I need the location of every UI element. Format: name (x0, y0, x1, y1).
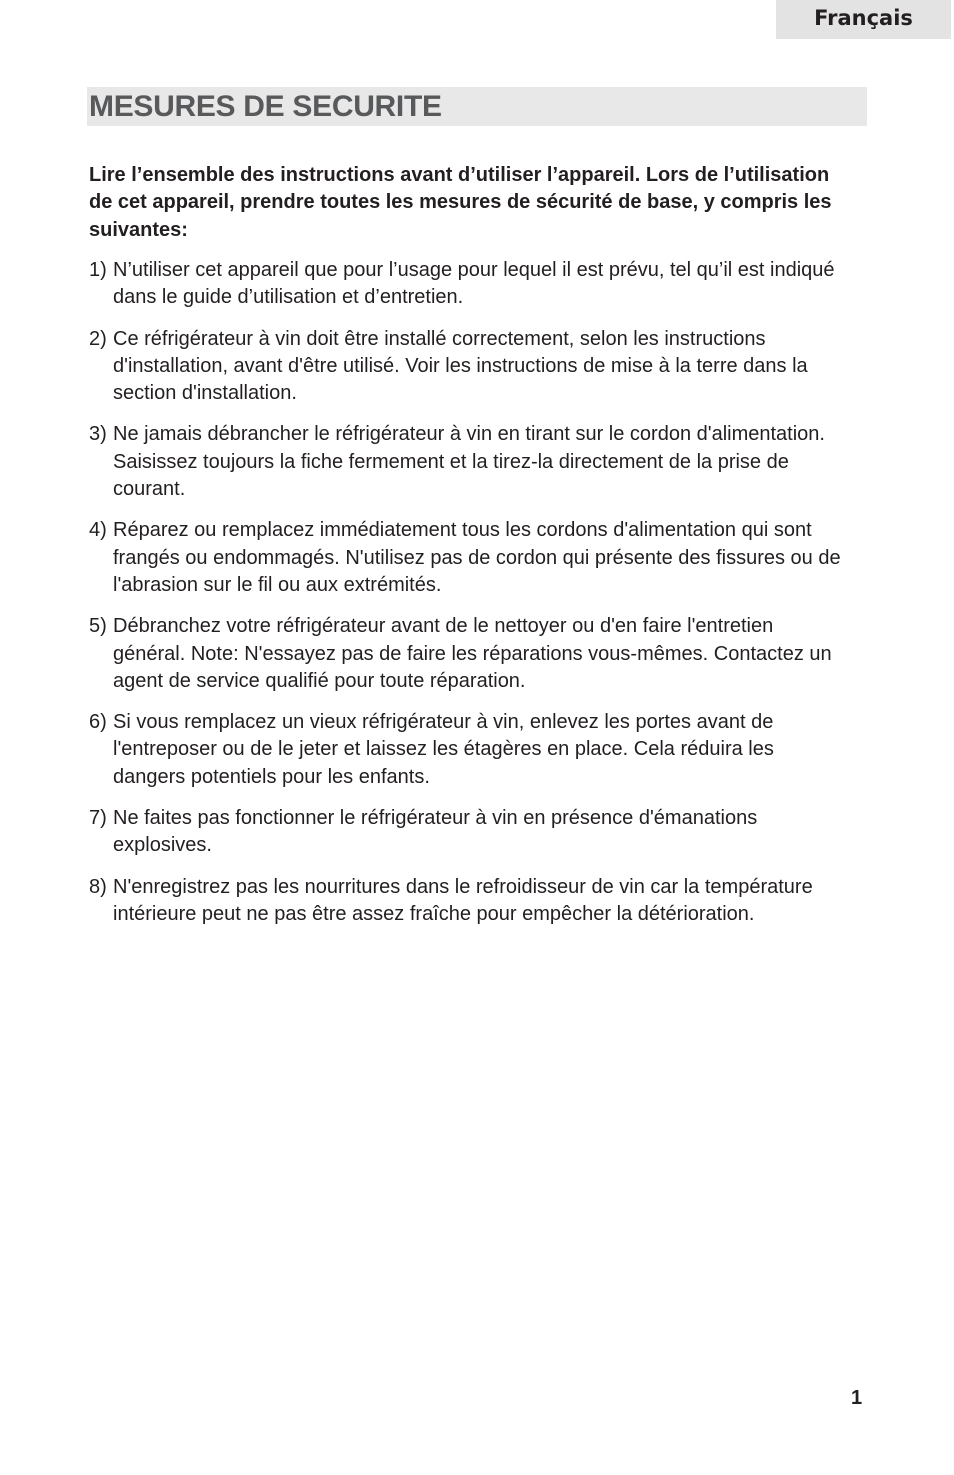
intro-paragraph: Lire l’ensemble des instructions avant d’utiliser l’appareil. Lors de l’utilisation de cet appareil, prendre toutes les mesures de sécurité de base, y compris les suivantes: (89, 164, 832, 241)
item-number: 2) (89, 327, 107, 350)
section-title-bar (87, 87, 867, 126)
item-text: Ce réfrigérateur à vin doit être installé correctement, selon les instructions d'installation, avant d'être utilisé. Voir les instructions de mise à la terre dans la section d'installation. (113, 327, 808, 405)
language-tab: Français (776, 0, 951, 39)
item-text: N’utiliser cet appareil que pour l’usage pour lequel il est prévu, tel qu’il est indiqué dans le guide d’utilisation et d’entretien. (113, 259, 835, 309)
item-text: Réparez ou remplacez immédiatement tous les cordons d'alimentation qui sont frangés ou endommagés. N'utilisez pas de cordon qui présente des fissures ou de l'abrasion sur le fil ou aux extrémités. (113, 519, 841, 596)
list-item (89, 709, 849, 791)
list-item (89, 326, 849, 408)
item-number: 7) (89, 807, 107, 830)
list-item (89, 613, 849, 695)
item-text: N'enregistrez pas les nourritures dans le refroidisseur de vin car la température intérieure peut ne pas être assez fraîche pour empêcher la détérioration. (113, 875, 813, 925)
item-text: Ne faites pas fonctionner le réfrigérateur à vin en présence d'émanations explosives. (113, 807, 758, 857)
list-item (89, 421, 849, 503)
item-text: Ne jamais débrancher le réfrigérateur à vin en tirant sur le cordon d'alimentation. Saisissez toujours la fiche fermement et la tirez-la directement de la prise de courant. (113, 423, 825, 501)
item-text: Si vous remplacez un vieux réfrigérateur à vin, enlevez les portes avant de l'entreposer ou de le jeter et laissez les étagères en place. Cela réduira les dangers potentiels pour les enfants. (113, 711, 774, 788)
safety-instructions-list (89, 257, 849, 942)
list-item (89, 805, 849, 860)
list-item (89, 257, 849, 312)
item-number: 3) (89, 423, 107, 446)
item-number: 4) (89, 519, 107, 542)
item-number: 6) (89, 711, 107, 734)
item-number: 5) (89, 615, 107, 638)
section-title: MESURES DE SECURITE (89, 90, 442, 123)
list-item (89, 874, 849, 929)
page-number: 1 (851, 1387, 863, 1409)
item-number: 1) (89, 259, 107, 281)
list-item (89, 517, 849, 599)
item-number: 8) (89, 875, 107, 898)
item-text: Débranchez votre réfrigérateur avant de le nettoyer ou d'en faire l'entretien général. Note: N'essayez pas de faire les réparations vous-mêmes. Contactez un agent de service qualifié pour toute réparation. (113, 615, 832, 692)
